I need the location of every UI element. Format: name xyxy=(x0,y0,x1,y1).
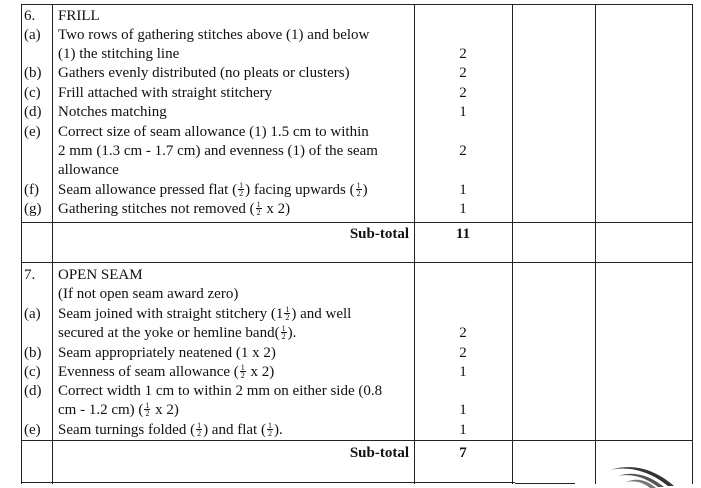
score: 1 xyxy=(459,104,467,120)
item-label: (a) xyxy=(24,306,41,322)
subtotal-label: Sub-total xyxy=(349,226,409,242)
half-fraction: $\frac{1}{2}$ xyxy=(239,181,244,199)
item-label: (f) xyxy=(24,182,39,198)
grid-line xyxy=(21,482,515,483)
score: 1 xyxy=(459,201,467,217)
section-title: FRILL xyxy=(58,8,100,24)
criterion-text: cm - 1.2 cm) ( $\frac{1}{2}$ x 2) xyxy=(58,401,179,419)
half-fraction: $\frac{1}{2}$ xyxy=(281,324,286,342)
score: 2 xyxy=(459,345,467,361)
item-label: (d) xyxy=(24,104,42,120)
wing-logo-icon xyxy=(608,460,678,488)
criterion-text: allowance xyxy=(58,162,119,178)
score: 2 xyxy=(459,85,467,101)
section-number: 6. xyxy=(24,8,36,24)
criterion-text: Gathering stitches not removed ( $\frac{1}{2}$ x 2) xyxy=(58,200,291,218)
section-title: OPEN SEAM xyxy=(58,267,143,283)
subtotal-value: 7 xyxy=(459,445,467,461)
grid-line xyxy=(21,440,693,441)
half-fraction: $\frac{1}{2}$ xyxy=(285,305,290,323)
grid-line xyxy=(512,4,513,484)
grid-line xyxy=(21,4,693,5)
criterion-text: Seam turnings folded ( $\frac{1}{2}$ ) and flat ( $\frac{1}{2}$ ). xyxy=(58,421,283,439)
half-fraction: $\frac{1}{2}$ xyxy=(197,421,202,439)
score: 1 xyxy=(459,422,467,438)
grid-line xyxy=(692,4,693,484)
score: 2 xyxy=(459,143,467,159)
criterion-text: Correct size of seam allowance (1) 1.5 cm to within xyxy=(58,124,369,140)
half-fraction: $\frac{1}{2}$ xyxy=(145,401,150,419)
item-label: (c) xyxy=(24,364,41,380)
item-label: (a) xyxy=(24,27,41,43)
grid-line xyxy=(414,4,415,484)
half-fraction: $\frac{1}{2}$ xyxy=(356,181,361,199)
score: 1 xyxy=(459,364,467,380)
grid-line xyxy=(21,222,693,223)
criterion-text: 2 mm (1.3 cm - 1.7 cm) and evenness (1) of the seam xyxy=(58,143,378,159)
criterion-text: Gathers evenly distributed (no pleats or clusters) xyxy=(58,65,350,81)
score: 2 xyxy=(459,65,467,81)
grid-line xyxy=(21,4,22,484)
criterion-text: Evenness of seam allowance ( $\frac{1}{2}$ x 2) xyxy=(58,363,275,381)
grid-line xyxy=(515,483,575,484)
subtotal-value: 11 xyxy=(455,226,471,242)
section-note: (If not open seam award zero) xyxy=(58,286,239,302)
criterion-text: Correct width 1 cm to within 2 mm on either side (0.8 xyxy=(58,383,383,399)
item-label: (d) xyxy=(24,383,42,399)
criterion-text: Notches matching xyxy=(58,104,167,120)
item-label: (b) xyxy=(24,65,42,81)
criterion-text: Seam joined with straight stitchery (1 $\frac{1}{2}$ ) and well xyxy=(58,305,352,323)
grid-line xyxy=(52,4,53,484)
score: 1 xyxy=(459,402,467,418)
criterion-text: Frill attached with straight stitchery xyxy=(58,85,273,101)
criterion-text: Two rows of gathering stitches above (1) and below xyxy=(58,27,370,43)
item-label: (c) xyxy=(24,85,41,101)
half-fraction: $\frac{1}{2}$ xyxy=(240,363,245,381)
score: 1 xyxy=(459,182,467,198)
section-number: 7. xyxy=(24,267,36,283)
grid-line xyxy=(21,262,693,263)
item-label: (b) xyxy=(24,345,42,361)
score: 2 xyxy=(459,46,467,62)
grid-line xyxy=(595,4,596,484)
half-fraction: $\frac{1}{2}$ xyxy=(256,200,261,218)
criterion-text: Seam appropriately neatened (1 x 2) xyxy=(58,345,276,361)
half-fraction: $\frac{1}{2}$ xyxy=(267,421,272,439)
subtotal-label: Sub-total xyxy=(349,445,409,461)
criterion-text: secured at the yoke or hemline band( $\frac{1}{2}$ ). xyxy=(58,324,297,342)
item-label: (e) xyxy=(24,422,41,438)
item-label: (g) xyxy=(24,201,42,217)
item-label: (e) xyxy=(24,124,41,140)
criterion-text: Seam allowance pressed flat ( $\frac{1}{2}$ ) facing upwards ( $\frac{1}{2}$ ) xyxy=(58,181,368,199)
score: 2 xyxy=(459,325,467,341)
criterion-text: (1) the stitching line xyxy=(58,46,180,62)
marking-scheme-table xyxy=(21,4,693,484)
